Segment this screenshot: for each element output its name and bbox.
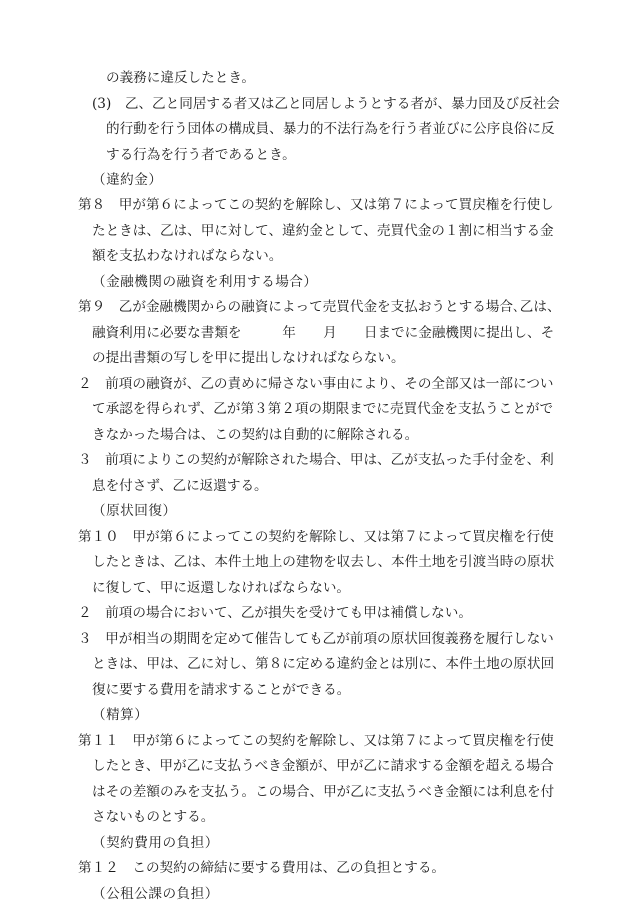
section-heading: （違約金） [92, 172, 163, 188]
section-heading: （原状回復） [92, 503, 177, 519]
section-heading: （精算） [92, 707, 149, 723]
text-line: ３ 甲が相当の期間を定めて催告しても乙が前項の原状回復義務を履行しない [78, 631, 554, 647]
text-line: (3) 乙、乙と同居する者又は乙と同居しようとする者が、暴力団及び反社会 [92, 96, 560, 112]
text-line: 第９ 乙が金融機関からの融資によって売買代金を支払おうとする場合､乙は、 [78, 299, 561, 315]
text-line: したときは、乙は、本件土地上の建物を収去し、本件土地を引渡当時の原状 [92, 554, 555, 570]
text-line: はその差額のみを支払う。この場合、甲が乙に支払うべき金額には利息を付 [92, 784, 555, 800]
text-line: ２ 前項の場合において、乙が損失を受けても甲は補償しない。 [78, 605, 472, 621]
section-heading: （契約費用の負担） [92, 835, 219, 851]
text-line: 息を付さず、乙に返還する。 [92, 478, 268, 494]
text-line: たときは、乙は、甲に対して、違約金として、売買代金の１割に相当する金 [92, 223, 554, 239]
text-line: 第８ 甲が第６によってこの契約を解除し、又は第７によって買戻権を行使し [78, 197, 554, 213]
text-line: の義務に違反したとき。 [106, 70, 255, 86]
section-heading: （金融機関の融資を利用する場合） [92, 274, 318, 290]
text-line: 的行動を行う団体の構成員、暴力的不法行為を行う者並びに公序良俗に反 [106, 121, 555, 137]
text-line: 融資利用に必要な書類を 年 月 日までに金融機関に提出し、そ [92, 325, 555, 341]
text-line: 第１１ 甲が第６によってこの契約を解除し、又は第７によって買戻権を行使 [78, 733, 554, 749]
text-line: に復して、甲に返還しなければならない。 [92, 580, 351, 596]
text-line: きなかった場合は、この契約は自動的に解除される。 [92, 427, 419, 443]
text-line: の提出書類の写しを甲に提出しなければならない。 [92, 350, 405, 366]
text-line: ２ 前項の融資が、乙の責めに帰さない事由により、その全部又は一部につい [78, 376, 554, 392]
text-line: 額を支払わなければならない。 [92, 248, 283, 264]
text-line: 第１０ 甲が第６によってこの契約を解除し、又は第７によって買戻権を行使 [78, 529, 554, 545]
text-line: 復に要する費用を請求することができる。 [92, 682, 351, 698]
text-line: したとき、甲が乙に支払うべき金額が、甲が乙に請求する金額を超える場合 [92, 758, 554, 774]
text-line: 第１２ この契約の締結に要する費用は、乙の負担とする。 [78, 860, 446, 876]
text-line: する行為を行う者であるとき。 [106, 147, 296, 163]
text-line: て承認を得られず、乙が第３第２項の期限までに売買代金を支払うことがで [92, 401, 554, 417]
text-line: ときは、甲は、乙に対し、第８に定める違約金とは別に、本件土地の原状回 [92, 656, 555, 672]
section-heading: （公租公課の負担） [92, 886, 219, 902]
text-line: さないものとする。 [92, 809, 215, 825]
text-line: ３ 前項によりこの契約が解除された場合、甲は、乙が支払った手付金を、利 [78, 452, 554, 468]
